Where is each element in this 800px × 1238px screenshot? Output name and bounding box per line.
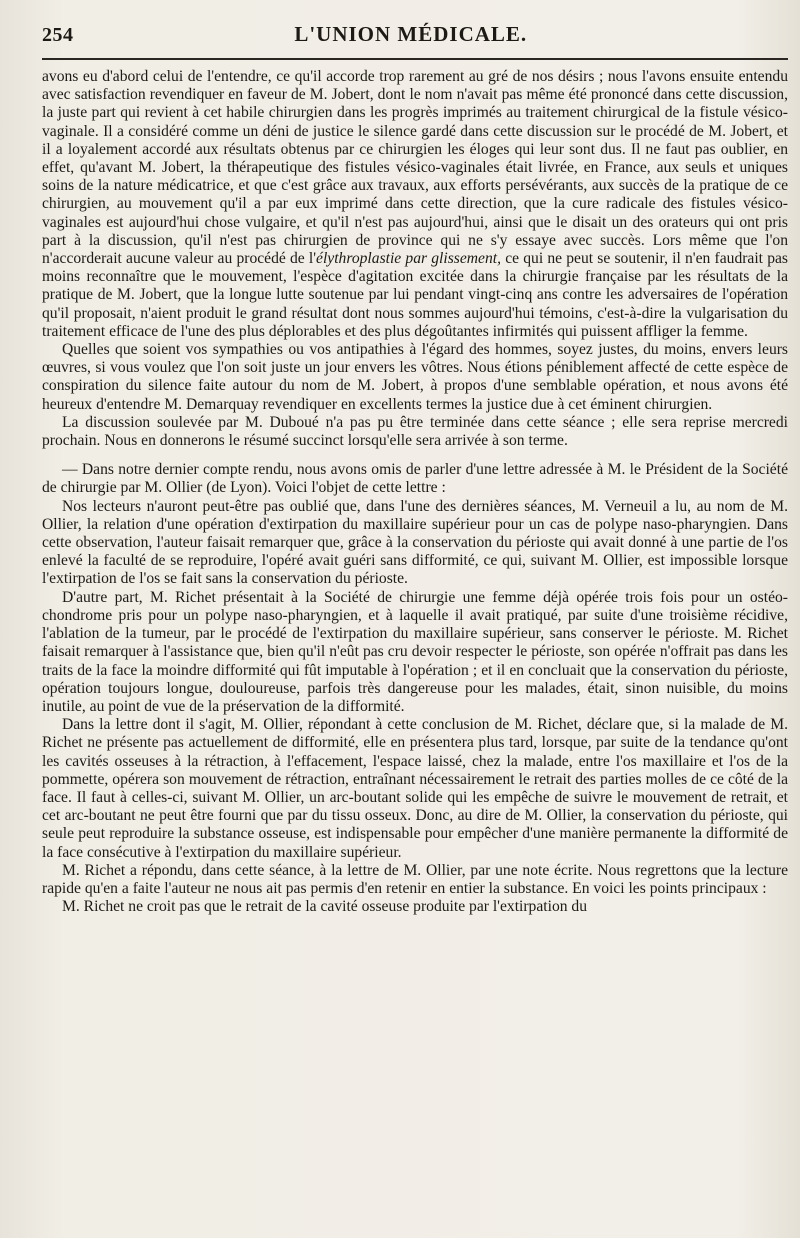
paragraph: D'autre part, M. Richet présentait à la Société de chirurgie une femme déjà opérée trois fois pour un ostéo-chondrome pris pour un polype naso-pharyngien, et à laquelle il avait pratiqué, par suite d'une troisième récidive, l'ablation de la tumeur, par le procédé de l'extirpation du maxillaire supérieur, sans conserver le périoste. M. Richet faisait remarquer à l'assistance que, bien qu'il n'eût pas cru devoir respecter le périoste, son opérée n'offrait pas dans les traits de la face la moindre difformité qui fût imputable à l'opération ; et il en concluait que la conservation du périoste, opération toujours longue, douloureuse, parfois très dangereuse pour les malades, était, sinon nuisible, du moins inutile, au point de vue de la préservation de la difformité. xyxy=(42,588,788,715)
paragraph: Dans la lettre dont il s'agit, M. Ollier, répondant à cette conclusion de M. Richet, déclare que, si la malade de M. Richet ne présente pas actuellement de difformité, elle en présentera plus tard, lorsque, par suite de la tendance qu'ont les cavités osseuses à la rétraction, à l'effacement, l'espace laissé, chez la malade, entre l'os maxillaire et l'os de la pommette, opérera son mouvement de rétraction, entraînant nécessairement le retrait des parties molles de ce côté de la face. Il faut à celles-ci, suivant M. Ollier, un arc-boutant solide qui les empêche de suivre le mouvement de retrait, et cet arc-boutant ne peut être fourni que par du tissu osseux. Donc, au dire de M. Ollier, la conservation du périoste, qui seule peut reproduire la substance osseuse, est indispensable pour empêcher d'une manière permanente la difformité de la face consécutive à l'extirpation du maxillaire supérieur. xyxy=(42,716,788,861)
article-body xyxy=(42,68,788,916)
page-number: 254 xyxy=(42,24,74,46)
italic-term: élythroplastie par glissement, xyxy=(316,250,501,268)
paragraph: Quelles que soient vos sympathies ou vos antipathies à l'égard des hommes, soyez justes, du moins, envers leurs œuvres, si vous voulez que l'on soit juste un jour envers les vôtres. Nous étions péniblement affecté de cette espèce de conspiration du silence faite autour du nom de M. Jobert, à propos d'une semblable opération, et nous avons été heureux d'entendre M. Demarquay revendiquer en excellents termes la justice due à cet éminent chirurgien. xyxy=(42,341,788,413)
paragraph-continuation: avons eu d'abord celui de l'entendre, ce qu'il accorde trop rarement au gré de nos désirs ; nous l'avons ensuite entendu avec satisfaction revendiquer en faveur de M. Jobert, dont le nom n'avait pas même été prononcé dans cette discussion, la juste part qui revient à cet habile chirurgien dans les progrès imprimés au traitement chirurgical de la fistule vésico-vaginale. Il a considéré comme un déni de justice le silence gardé dans cette discussion sur le procédé de M. Jobert, et il a loyalement accordé aux résultats obtenus par ce chirurgien les éloges qui leur sont dus. Il ne faut pas oublier, en effet, qu'avant M. Jobert, la thérapeutique des fistules vésico-vaginales était livrée, en France, aux seuls et uniques soins de la nature médicatrice, et que c'est grâce aux travaux, aux efforts persévérants, aux succès de la pratique de ce chirurgien, au mouvement qu'il a par eux imprimé dans cette direction, que la cure radicale des fistules vésico-vaginales est aujourd'hui chose vulgaire, et qu'il n'est pas aujourd'hui, ainsi que le disait un des orateurs qui ont pris part à la discussion, qu'il n'est pas chirurgien de province qui ne s'y essaye avec succès. Lors même que l'on n'accorderait aucune valeur au procédé de l'élythroplastie par glissement, ce qui ne peut se soutenir, il n'en faudrait pas moins reconnaître que le mouvement, l'espèce d'agitation excitée dans la chirurgie française par les résultats de la pratique de M. Jobert, que la longue lutte soutenue par lui pendant vingt-cinq ans contre les adversaires de l'opération qu'il proposait, n'aient produit le grand résultat dont nous sommes aujourd'hui témoins, c'est-à-dire la vulgarisation du traitement efficace de l'une des plus déplorables et des plus dégoûtantes infirmités qui puissent affliger la femme. xyxy=(42,68,788,340)
paragraph: Nos lecteurs n'auront peut-être pas oublié que, dans l'une des dernières séances, M. Verneuil a lu, au nom de M. Ollier, la relation d'une opération d'extirpation du maxillaire supérieur pour un cas de polype naso-pharyngien. Dans cette observation, l'auteur faisait remarquer que, grâce à la conservation du périoste qui avait donné à une partie de l'os enlevé la faculté de se reproduire, l'opéré avait guéri sans difformité, ce qui, suivant M. Ollier, est impossible lorsque l'extirpation de l'os se fait sans la conservation du périoste. xyxy=(42,497,788,588)
header-rule xyxy=(42,58,788,60)
paragraph: La discussion soulevée par M. Duboué n'a pas pu être terminée dans cette séance ; elle sera reprise mercredi prochain. Nous en donnerons le résumé succinct lorsqu'elle sera arrivée à son terme. xyxy=(42,413,788,450)
paragraph-section-start: — Dans notre dernier compte rendu, nous avons omis de parler d'une lettre adressée à M. le Président de la Société de chirurgie par M. Ollier (de Lyon). Voici l'objet de cette lettre : xyxy=(42,461,788,497)
running-title: L'UNION MÉDICALE. xyxy=(294,22,528,46)
page-header xyxy=(42,22,788,52)
paragraph-truncated: M. Richet ne croit pas que le retrait de la cavité osseuse produite par l'extirpation du xyxy=(62,898,588,916)
paragraph: M. Richet a répondu, dans cette séance, à la lettre de M. Ollier, par une note écrite. Nous regrettons que la lecture rapide qu'en a faite l'auteur ne nous ait pas permis d'en retenir en entier la substance. En voici les points principaux : xyxy=(42,861,788,897)
